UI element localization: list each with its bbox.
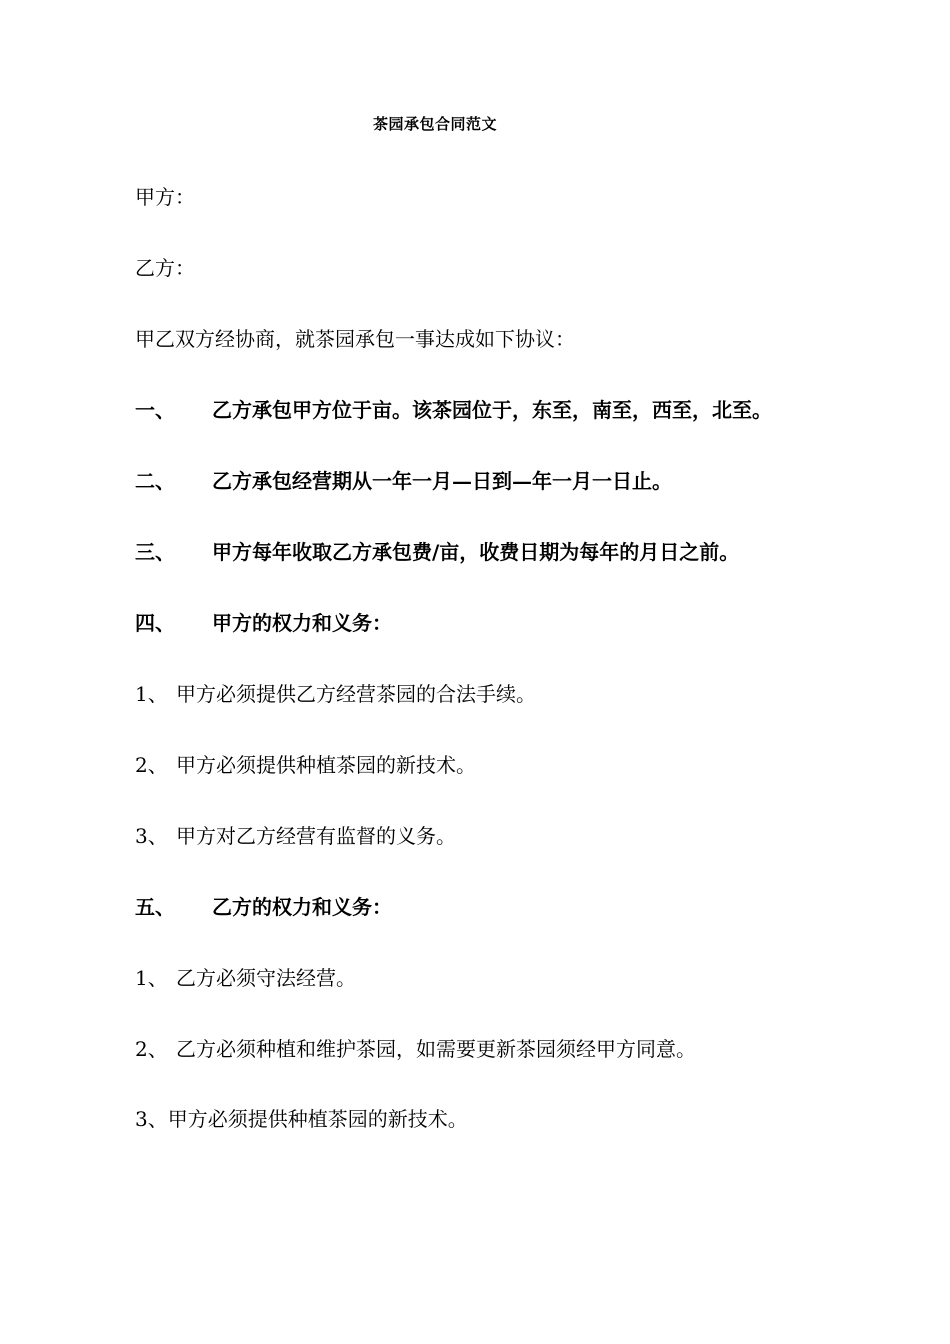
clause-text: 甲方的权力和义务：: [212, 611, 392, 635]
agreement-intro: 甲乙双方经协商，就茶园承包一事达成如下协议：: [135, 327, 575, 351]
clause-number: 五、: [135, 895, 175, 919]
item-text: 甲方必须提供种植茶园的新技术。: [167, 1107, 468, 1131]
document-title: 茶园承包合同范文: [372, 115, 497, 133]
party-b-duty-2: [135, 1035, 696, 1063]
clause-2: [135, 467, 672, 495]
clause-number: 二、: [135, 469, 175, 493]
item-number: 1、: [135, 682, 168, 706]
item-number: 2、: [135, 753, 168, 777]
item-text: 甲方对乙方经营有监督的义务。: [176, 824, 456, 848]
party-a-duty-2: [135, 751, 476, 779]
clause-text: 乙方的权力和义务：: [212, 895, 392, 919]
clause-1: [135, 396, 772, 424]
clause-text: 乙方承包经营期从一年一月—日到—年一月一日止。: [212, 469, 672, 493]
party-b-label: 乙方：: [135, 256, 195, 280]
item-text: 乙方必须守法经营。: [176, 966, 356, 990]
item-number: 1、: [135, 966, 168, 990]
party-a-label: 甲方：: [135, 185, 195, 209]
item-text: 甲方必须提供种植茶园的新技术。: [176, 753, 476, 777]
item-number: 3、: [135, 824, 168, 848]
item-number: 2、: [135, 1037, 168, 1061]
clause-4: [135, 609, 392, 637]
clause-text: 甲方每年收取乙方承包费/亩，收费日期为每年的月日之前。: [212, 540, 740, 564]
clause-3: [135, 538, 739, 566]
party-b-duty-3: [135, 1105, 468, 1133]
clause-number: 三、: [135, 540, 175, 564]
item-number: 3、: [135, 1107, 168, 1131]
item-text: 乙方必须种植和维护茶园，如需要更新茶园须经甲方同意。: [176, 1037, 696, 1061]
clause-number: 四、: [135, 611, 175, 635]
clause-text: 乙方承包甲方位于亩。该茶园位于，东至，南至，西至，北至。: [212, 398, 772, 422]
party-a-duty-3: [135, 822, 456, 850]
item-text: 甲方必须提供乙方经营茶园的合法手续。: [176, 682, 536, 706]
party-a-duty-1: [135, 680, 536, 708]
clause-number: 一、: [135, 398, 175, 422]
clause-5: [135, 893, 392, 921]
party-b-duty-1: [135, 964, 356, 992]
